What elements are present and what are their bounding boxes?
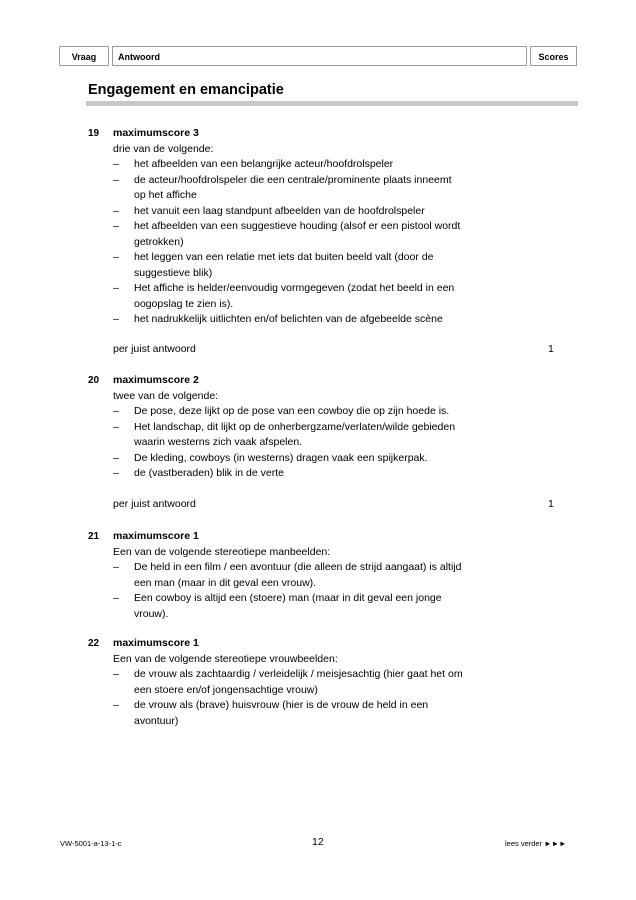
score-points: 1 <box>548 343 554 355</box>
list-item <box>113 698 533 729</box>
answer-list <box>113 667 533 729</box>
list-item-line: het nadrukkelijk uitlichten en/of belichten van de afgebeelde scène <box>134 313 443 325</box>
list-item <box>113 404 533 420</box>
list-item-line: oogopslag te zien is). <box>134 297 234 310</box>
header-scores: Scores <box>530 46 577 66</box>
score-label: per juist antwoord <box>113 343 196 355</box>
max-score: maximumscore 3 <box>113 127 199 139</box>
section-title: Engagement en emancipatie <box>88 82 284 98</box>
answer-list <box>113 157 533 328</box>
list-item-line: de (vastberaden) blik in de verte <box>134 467 284 479</box>
list-item <box>113 420 533 451</box>
list-item <box>113 451 533 467</box>
title-underline <box>86 101 578 106</box>
max-score: maximumscore 2 <box>113 374 199 386</box>
question-number: 21 <box>88 531 100 542</box>
header-antwoord: Antwoord <box>112 46 527 66</box>
question-body <box>113 636 533 729</box>
question-number: 22 <box>88 638 100 649</box>
dash-bullet: – <box>113 405 119 417</box>
dash-bullet: – <box>113 451 119 464</box>
list-item-line: de acteur/hoofdrolspeler die een centrale/prominente plaats inneemt <box>134 173 452 186</box>
list-item <box>113 312 533 328</box>
answer-list <box>113 404 533 482</box>
dash-bullet: – <box>113 282 119 294</box>
list-item-line: Het landschap, dit lijkt op de onherbergzame/verlaten/wilde gebieden <box>134 420 456 433</box>
list-item-line: De pose, deze lijkt op de pose van een cowboy die op zijn hoede is. <box>134 405 450 417</box>
list-item <box>113 466 533 482</box>
list-item-line: De held in een film / een avontuur (die alleen de strijd aangaat) is altijd <box>134 561 462 573</box>
dash-bullet: – <box>113 313 119 325</box>
list-item-line: Een cowboy is altijd een (stoere) man (maar in dit geval een jonge <box>134 592 442 604</box>
footer-code: VW-5001-a-13-1-c <box>60 839 122 848</box>
list-item <box>113 204 533 220</box>
max-score: maximumscore 1 <box>113 530 199 542</box>
dash-bullet: – <box>113 467 119 479</box>
dash-bullet: – <box>113 592 119 604</box>
list-item-line: op het affiche <box>134 189 197 201</box>
dash-bullet: – <box>113 420 119 433</box>
answer-intro: Een van de volgende stereotiepe manbeelden: <box>113 545 331 558</box>
score-line <box>113 342 554 358</box>
list-item <box>113 560 533 591</box>
answer-intro: twee van de volgende: <box>113 389 219 402</box>
list-item-line: vrouw). <box>134 607 169 620</box>
list-item-line: de vrouw als zachtaardig / verleidelijk / meisjesachtig (hier gaat het om <box>134 668 463 680</box>
answer-intro: drie van de volgende: <box>113 142 214 155</box>
list-item-line: de vrouw als (brave) huisvrouw (hier is de vrouw de held in een <box>134 699 429 711</box>
dash-bullet: – <box>113 561 119 573</box>
list-item-line: getrokken) <box>134 235 184 248</box>
max-score: maximumscore 1 <box>113 637 199 649</box>
list-item-line: het afbeelden van een belangrijke acteur/hoofdrolspeler <box>134 158 394 170</box>
list-item <box>113 157 533 173</box>
question-number: 20 <box>88 375 100 386</box>
question-number: 19 <box>88 128 100 139</box>
dash-bullet: – <box>113 220 119 232</box>
page-number: 12 <box>312 836 324 848</box>
list-item <box>113 173 533 204</box>
list-item <box>113 591 533 622</box>
list-item <box>113 250 533 281</box>
list-item-line: het afbeelden van een suggestieve houding (alsof er een pistool wordt <box>134 220 461 232</box>
dash-bullet: – <box>113 699 119 711</box>
list-item <box>113 281 533 312</box>
answer-intro: Een van de volgende stereotiepe vrouwbeelden: <box>113 652 338 665</box>
dash-bullet: – <box>113 173 119 186</box>
question-body <box>113 529 533 622</box>
list-item-line: het vanuit een laag standpunt afbeelden van de hoofdrolspeler <box>134 204 425 217</box>
score-label: per juist antwoord <box>113 498 196 510</box>
dash-bullet: – <box>113 204 119 217</box>
score-points: 1 <box>548 498 554 510</box>
question-body <box>113 373 533 482</box>
list-item-line: waarin westerns zich vaak afspelen. <box>134 436 303 448</box>
dash-bullet: – <box>113 158 119 170</box>
header-vraag: Vraag <box>59 46 109 66</box>
dash-bullet: – <box>113 251 119 263</box>
list-item <box>113 667 533 698</box>
dash-bullet: – <box>113 668 119 680</box>
question-body <box>113 126 533 328</box>
list-item-line: een man (maar in dit geval een vrouw). <box>134 576 317 589</box>
score-line <box>113 497 554 513</box>
list-item-line: De kleding, cowboys (in westerns) dragen vaak een spijkerpak. <box>134 451 428 464</box>
answer-list <box>113 560 533 622</box>
list-item <box>113 219 533 250</box>
list-item-line: Het affiche is helder/eenvoudig vormgegeven (zodat het beeld in een <box>134 282 455 294</box>
list-item-line: suggestieve blik) <box>134 266 213 279</box>
list-item-line: een stoere en/of jongensachtige vrouw) <box>134 683 318 696</box>
list-item-line: het leggen van een relatie met iets dat buiten beeld valt (door de <box>134 251 434 263</box>
list-item-line: avontuur) <box>134 714 179 727</box>
read-on-note: lees verder ►►► <box>505 839 567 848</box>
